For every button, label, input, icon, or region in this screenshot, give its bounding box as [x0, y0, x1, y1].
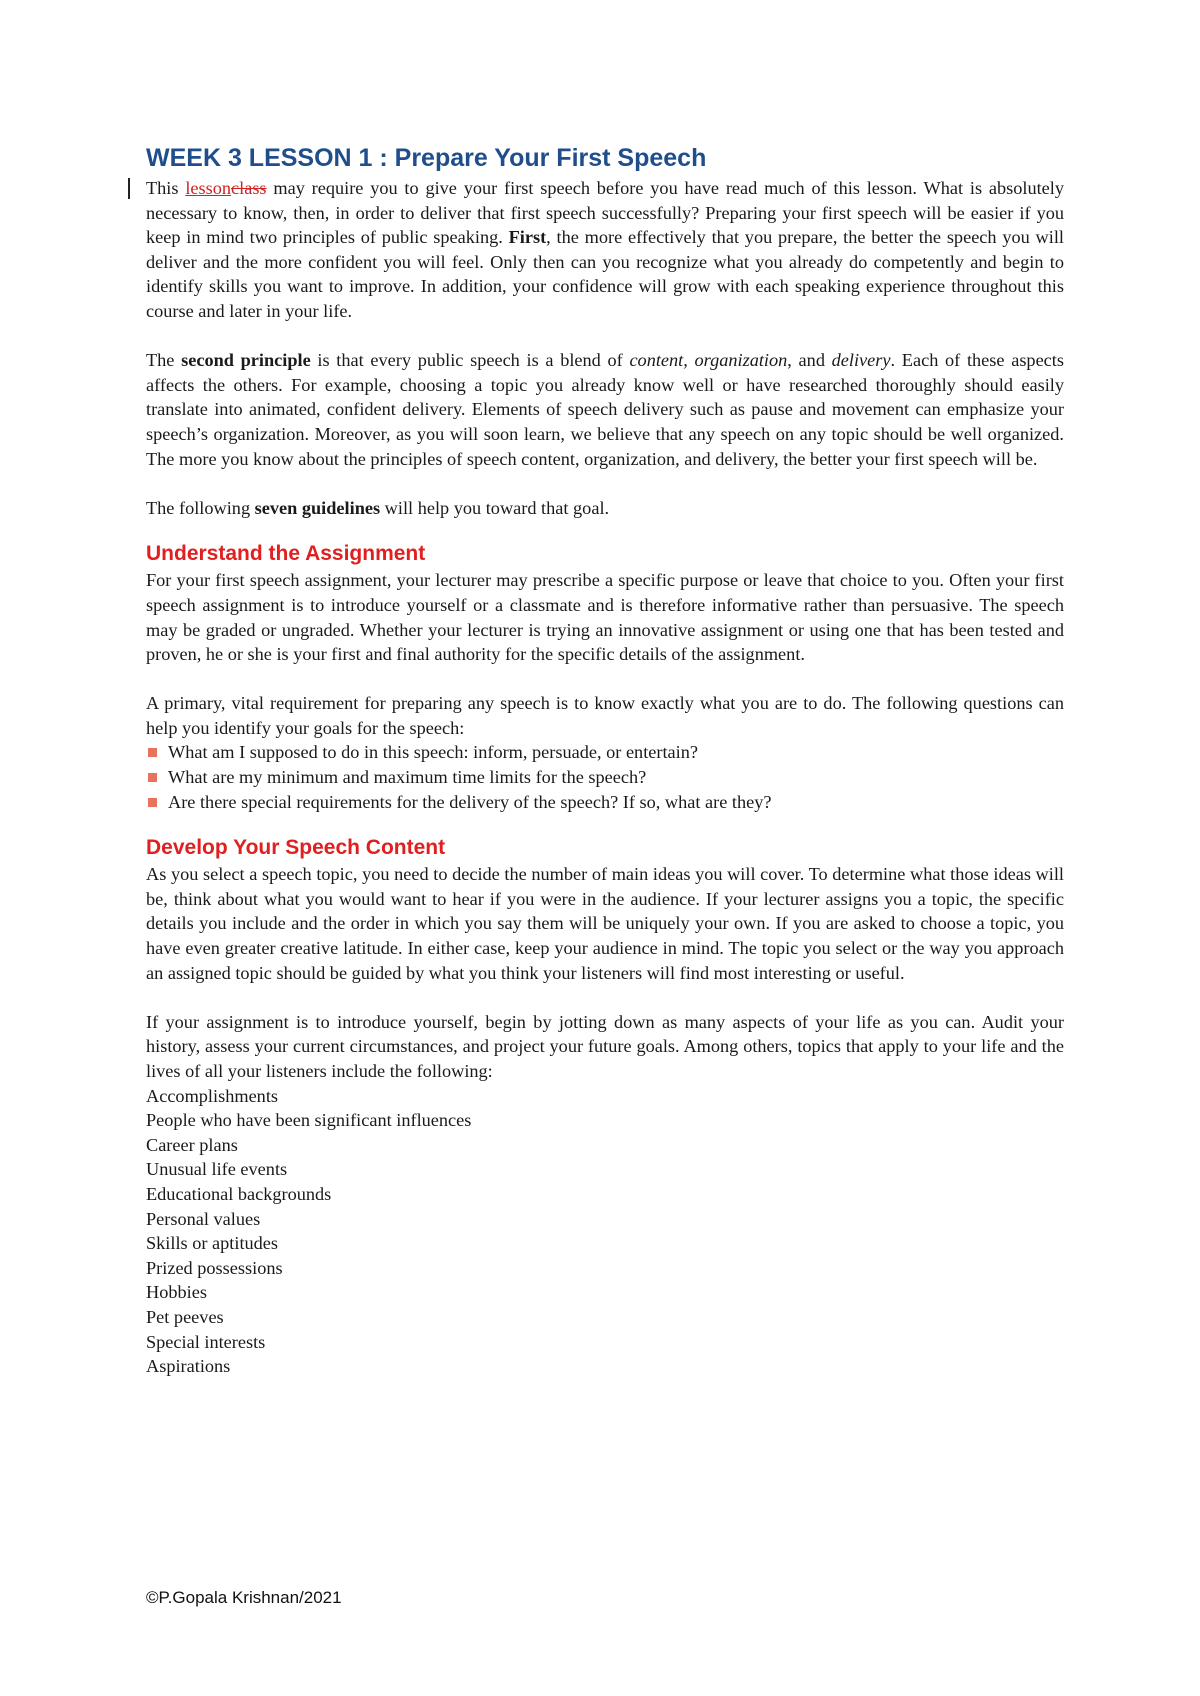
first-principle-label: First: [508, 227, 547, 248]
intro-lead: This: [146, 178, 186, 198]
content-paragraph-1: As you select a speech topic, you need to decide the number of main ideas you will cover. To determine what those ideas will be, think about what you would want to hear if you were in the audience. If your lecturer assigns you a topic, the specific details you include and the order in which you say them will be uniquely your own. If you are asked to choose a topic, you have even greater creative latitude. In either case, keep your audience in mind. The topic you select or the way you approach an assigned topic should be guided by what you think your listeners will find most interesting or useful.: [146, 864, 1064, 983]
second-principle-text-3: . Each of these aspects affects the others. For example, choosing a topic you already know well or have researched thoroughly should easily translate into animated, confident delivery. Elements of speech delivery such as pause and movement can emphasize your speech’s organization. Moreover, as you will soon learn, we believe that any speech on any topic should be well organized. The more you know about the principles of speech content, organization, and delivery, the better your first speech will be.: [146, 350, 1064, 469]
intro-paragraph: [146, 176, 1064, 324]
list-item: Accomplishments: [146, 1085, 279, 1106]
list-item: People who have been significant influences: [146, 1110, 472, 1131]
content-paragraph-2: If your assignment is to introduce yourself, begin by jotting down as many aspects of your life as you can. Audit your history, assess your current circumstances, and project your future goals. Among others, topics that apply to your life and the lives of all your listeners include the following:: [146, 1011, 1064, 1081]
section-heading-content: Develop Your Speech Content: [146, 836, 446, 860]
list-item: Career plans: [146, 1134, 238, 1155]
list-item: Hobbies: [146, 1282, 207, 1303]
list-item: [146, 790, 1064, 815]
assignment-paragraph-1: For your first speech assignment, your lecturer may prescribe a specific purpose or leave that choice to you. Often your first speech assignment is to introduce yourself or a classmate and is therefore informative rather than persuasive. The speech may be graded or ungraded. Whether your lecturer is trying an innovative assignment or using one that has been tested and proven, he or she is your first and final authority for the specific details of the assignment.: [146, 570, 1064, 665]
list-item: Unusual life events: [146, 1159, 288, 1180]
second-principle-paragraph: [146, 348, 1064, 471]
list-item: Educational backgrounds: [146, 1183, 332, 1204]
second-principle-text-1: is that every public speech is a blend of: [310, 350, 630, 371]
list-item: [146, 765, 1064, 790]
list-item: Prized possessions: [146, 1257, 283, 1278]
square-bullet-icon: [148, 748, 157, 757]
guidelines-text-0: The following: [146, 497, 255, 518]
page-title: WEEK 3 LESSON 1 : Prepare Your First Speech: [146, 144, 707, 172]
square-bullet-icon: [148, 798, 157, 807]
topics-list: [146, 1084, 1064, 1379]
second-principle-label: second principle: [181, 350, 311, 371]
term-delivery: delivery: [831, 350, 891, 371]
guidelines-paragraph: [146, 496, 1064, 521]
assignment-paragraph-2: A primary, vital requirement for preparing any speech is to know exactly what you are to do. The following questions can help you identify your goals for the speech:: [146, 693, 1064, 738]
term-organization: organization: [694, 350, 788, 371]
square-bullet-icon: [148, 773, 157, 782]
goal-questions-list: [146, 740, 1064, 814]
page-footer-copyright: ©P.Gopala Krishnan/2021: [146, 1588, 342, 1607]
guidelines-text-1: will help you toward that goal.: [380, 497, 610, 518]
second-principle-text-2: , and: [787, 350, 832, 371]
list-item: Special interests: [146, 1331, 266, 1352]
intro-text-1: may require you to give your first speech before you have read much of this lesson. What is absolutely necessary to know, then, in order to deliver that first speech successfully? Preparing your first speech will be easier if you keep in mind two principles of public speaking.: [146, 178, 1064, 248]
term-content: content: [629, 350, 684, 371]
question-text: Are there special requirements for the delivery of the speech? If so, what are they?: [168, 791, 772, 812]
question-text: What am I supposed to do in this speech: inform, persuade, or entertain?: [168, 742, 699, 763]
tracked-deletion: class: [231, 178, 267, 198]
question-text: What are my minimum and maximum time limits for the speech?: [168, 767, 647, 788]
list-item: Pet peeves: [146, 1306, 224, 1327]
document-body: [146, 143, 1064, 1379]
second-principle-text-0: The: [146, 350, 182, 371]
term-separator: ,: [683, 350, 695, 371]
section-heading-assignment: Understand the Assignment: [146, 542, 426, 566]
guidelines-label: seven guidelines: [254, 497, 381, 518]
list-item: Personal values: [146, 1208, 261, 1229]
list-item: Aspirations: [146, 1356, 231, 1377]
tracked-insertion: lesson: [185, 178, 232, 198]
list-item: [146, 740, 1064, 765]
list-item: Skills or aptitudes: [146, 1233, 279, 1254]
revision-change-bar: [128, 178, 130, 199]
intro-text-2: , the more effectively that you prepare, the better the speech you will deliver and the more confident you will feel. Only then can you recognize what you already do competently and begin to identify skills you want to improve. In addition, your confidence will grow with each speaking experience throughout this course and later in your life.: [146, 227, 1064, 321]
